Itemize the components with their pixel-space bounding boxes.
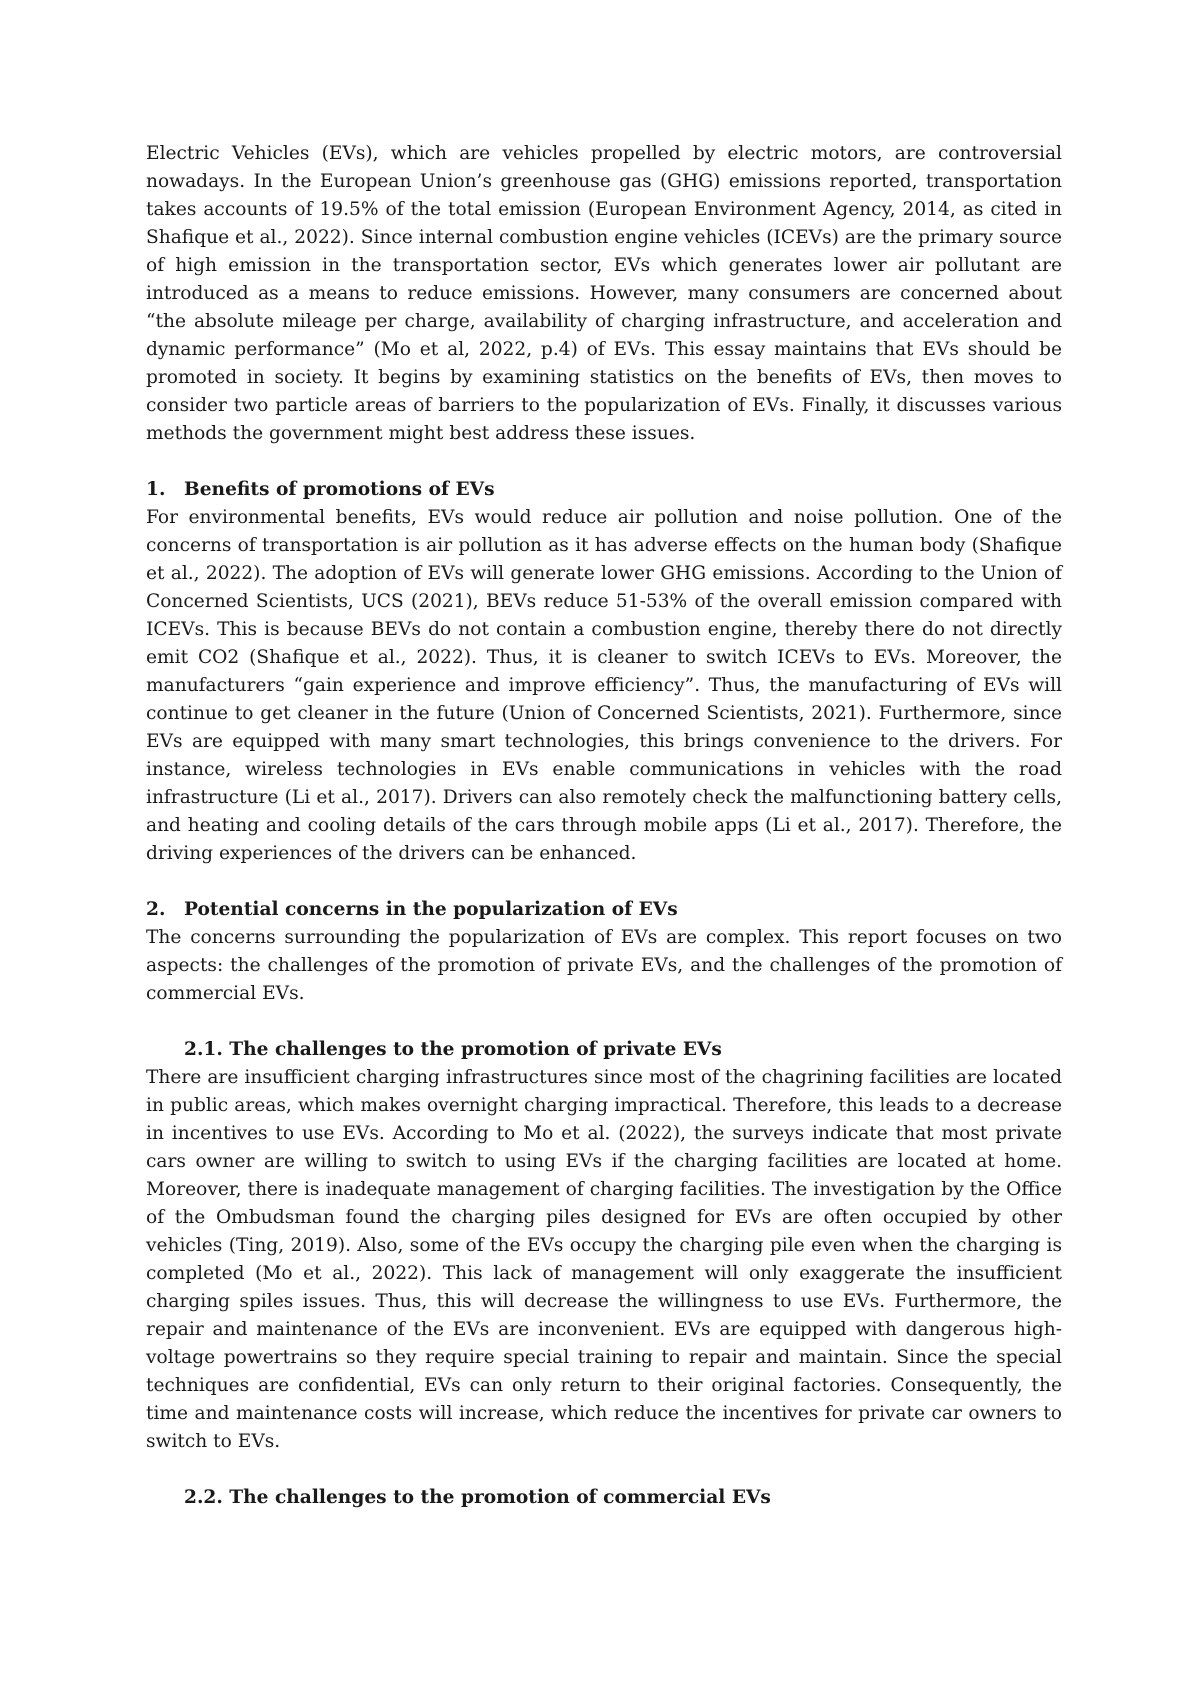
section-2-1-body: There are insufficient charging infrastructures since most of the chagrining facilities are located in public areas, which makes overnight charging impractical. Therefore, this leads to a decrease in incentives to use EVs. According to Mo et al. (2022), the surveys indicate that most private cars owner are willing to switch to using EVs if the charging facilities are located at home. Moreover, there is inadequate management of charging facilities. The investigation by the Office of the Ombudsman found the charging piles designed for EVs are often occupied by other vehicles (Ting, 2019). Also, some of the EVs occupy the charging pile even when the charging is completed (Mo et al., 2022). This lack of management will only exaggerate the insufficient charging spiles issues. Thus, this will decrease the willingness to use EVs. Furthermore, the repair and maintenance of the EVs are inconvenient. EVs are equipped with dangerous high-voltage powertrains so they require special training to repair and maintain. Since the special techniques are confidential, EVs can only return to their original factories. Consequently, the time and maintenance costs will increase, which reduce the incentives for private car owners to switch to EVs. xyxy=(146,1067,1062,1452)
spacer xyxy=(146,868,1062,896)
section-2-title: Potential concerns in the popularization of EVs xyxy=(184,899,678,920)
section-2-body: The concerns surrounding the popularization of EVs are complex. This report focuses on two aspects: the challenges of the promotion of private EVs, and the challenges of the promotion of commercial EVs. xyxy=(146,927,1062,1004)
spacer xyxy=(146,1008,1062,1036)
spacer xyxy=(146,1456,1062,1484)
section-1-heading xyxy=(146,476,1062,504)
section-1-title: Benefits of promotions of EVs xyxy=(184,479,495,500)
document-page xyxy=(146,140,1062,1512)
section-1-body: For environmental benefits, EVs would reduce air pollution and noise pollution. One of the concerns of transportation is air pollution as it has adverse effects on the human body (Shafique et al., 2022). The adoption of EVs will generate lower GHG emissions. According to the Union of Concerned Scientists, UCS (2021), BEVs reduce 51-53% of the overall emission compared with ICEVs. This is because BEVs do not contain a combustion engine, thereby there do not directly emit CO2 (Shafique et al., 2022). Thus, it is cleaner to switch ICEVs to EVs. Moreover, the manufacturers “gain experience and improve efficiency”. Thus, the manufacturing of EVs will continue to get cleaner in the future (Union of Concerned Scientists, 2021). Furthermore, since EVs are equipped with many smart technologies, this brings convenience to the drivers. For instance, wireless technologies in EVs enable communications in vehicles with the road infrastructure (Li et al., 2017). Drivers can also remotely check the malfunctioning battery cells, and heating and cooling details of the cars through mobile apps (Li et al., 2017). Therefore, the driving experiences of the drivers can be enhanced. xyxy=(146,507,1062,864)
section-2-2-heading: 2.2. The challenges to the promotion of commercial EVs xyxy=(184,1487,771,1508)
section-2-heading xyxy=(146,896,1062,924)
section-2-1-heading: 2.1. The challenges to the promotion of private EVs xyxy=(184,1039,722,1060)
section-1-number: 1. xyxy=(146,479,166,500)
section-2-number: 2. xyxy=(146,899,166,920)
spacer xyxy=(146,448,1062,476)
intro-paragraph: Electric Vehicles (EVs), which are vehicles propelled by electric motors, are controversial nowadays. In the European Union’s greenhouse gas (GHG) emissions reported, transportation takes accounts of 19.5% of the total emission (European Environment Agency, 2014, as cited in Shafique et al., 2022). Since internal combustion engine vehicles (ICEVs) are the primary source of high emission in the transportation sector, EVs which generates lower air pollutant are introduced as a means to reduce emissions. However, many consumers are concerned about “the absolute mileage per charge, availability of charging infrastructure, and acceleration and dynamic performance” (Mo et al, 2022, p.4) of EVs. This essay maintains that EVs should be promoted in society. It begins by examining statistics on the benefits of EVs, then moves to consider two particle areas of barriers to the popularization of EVs. Finally, it discusses various methods the government might best address these issues. xyxy=(146,143,1062,444)
